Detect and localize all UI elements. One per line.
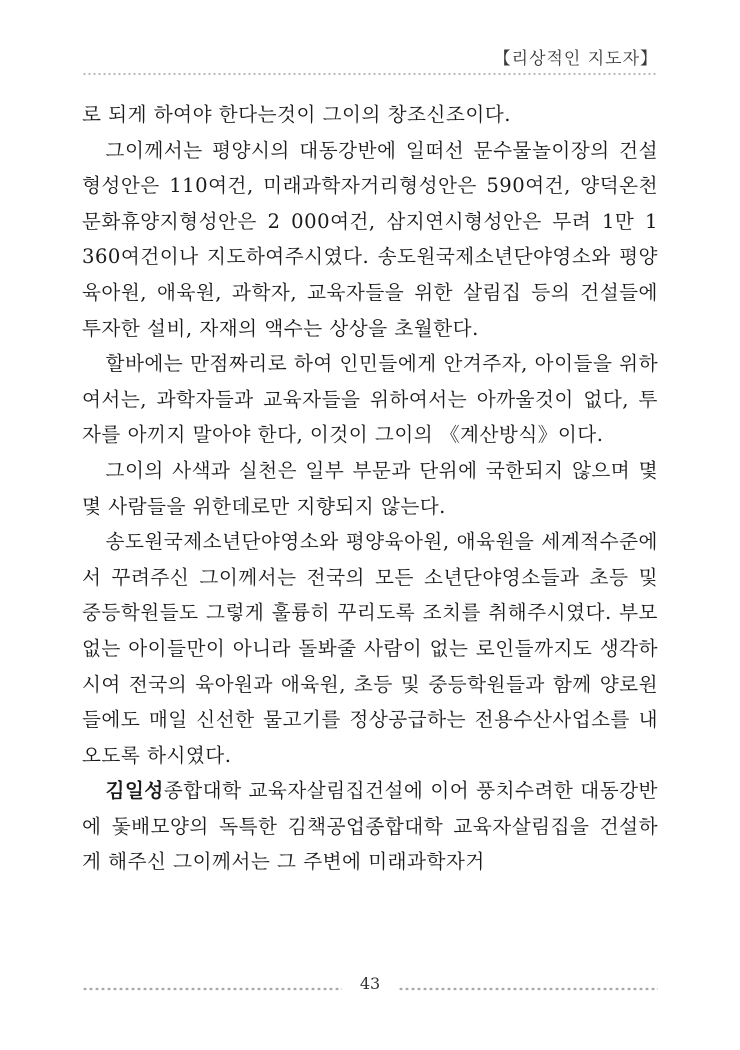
running-header-title: 【리상적인 지도자】 [493, 49, 658, 69]
paragraph-1: 로 되게 하여야 한다는것이 그이의 창조신조이다. [82, 103, 511, 126]
paragraph-6 [82, 773, 658, 880]
leader-name-emphasis: 김일성 [105, 779, 164, 803]
paragraph-4: 그이의 사색과 실천은 일부 부문과 단위에 국한되지 않으며 몇몇 사람들을 위한데로만 지향되지 않는다. [82, 458, 658, 518]
footer-wavy-rule-right [398, 986, 658, 992]
paragraph-3: 할바에는 만점짜리로 하여 인민들에게 안겨주자, 아이들을 위하여서는, 과학자들과 교육자들을 위하여서는 아까울것이 없다, 투자를 아끼지 말아야 한다, 이것이 그이의 《계산방식》이다. [82, 352, 658, 447]
page-number: 43 [359, 974, 381, 993]
body-text [82, 97, 658, 880]
paragraph-2: 그이께서는 평양시의 대동강반에 일떠선 문수물놀이장의 건설형성안은 110여건, 미래과학자거리형성안은 590여건, 양덕온천문화휴양지형성안은 2 000여건, 삼지연시형성안은 무려 1만 1 360여건이나 지도하여주시였다. 송도원국제소년단야영소와 평양육아원, 애육원, 과학자, 교육자들을 위한 살림집 등의 건설들에 투자한 설비, 자재의 액수는 상상을 초월한다. [82, 138, 658, 340]
header-dotted-rule [82, 72, 658, 76]
paragraph-5: 송도원국제소년단야영소와 평양육아원, 애육원을 세계적수준에서 꾸려주신 그이께서는 전국의 모든 소년단야영소들과 초등 및 중등학원들도 그렇게 훌륭히 꾸리도록 조치를 취해주시였다. 부모없는 아이들만이 아니라 돌봐줄 사람이 없는 로인들까지도 생각하시여 전국의 육아원과 애육원, 초등 및 중등학원들과 함께 양로원들에도 매일 신선한 물고기를 정상공급하는 전용수산사업소를 내오도록 하시였다. [82, 530, 658, 767]
paragraph-6-text: 종합대학 교육자살림집건설에 이어 풍치수려한 대동강반에 돛배모양의 독특한 김책공업종합대학 교육자살림집을 건설하게 해주신 그이께서는 그 주변에 미래과학자거 [82, 779, 658, 874]
